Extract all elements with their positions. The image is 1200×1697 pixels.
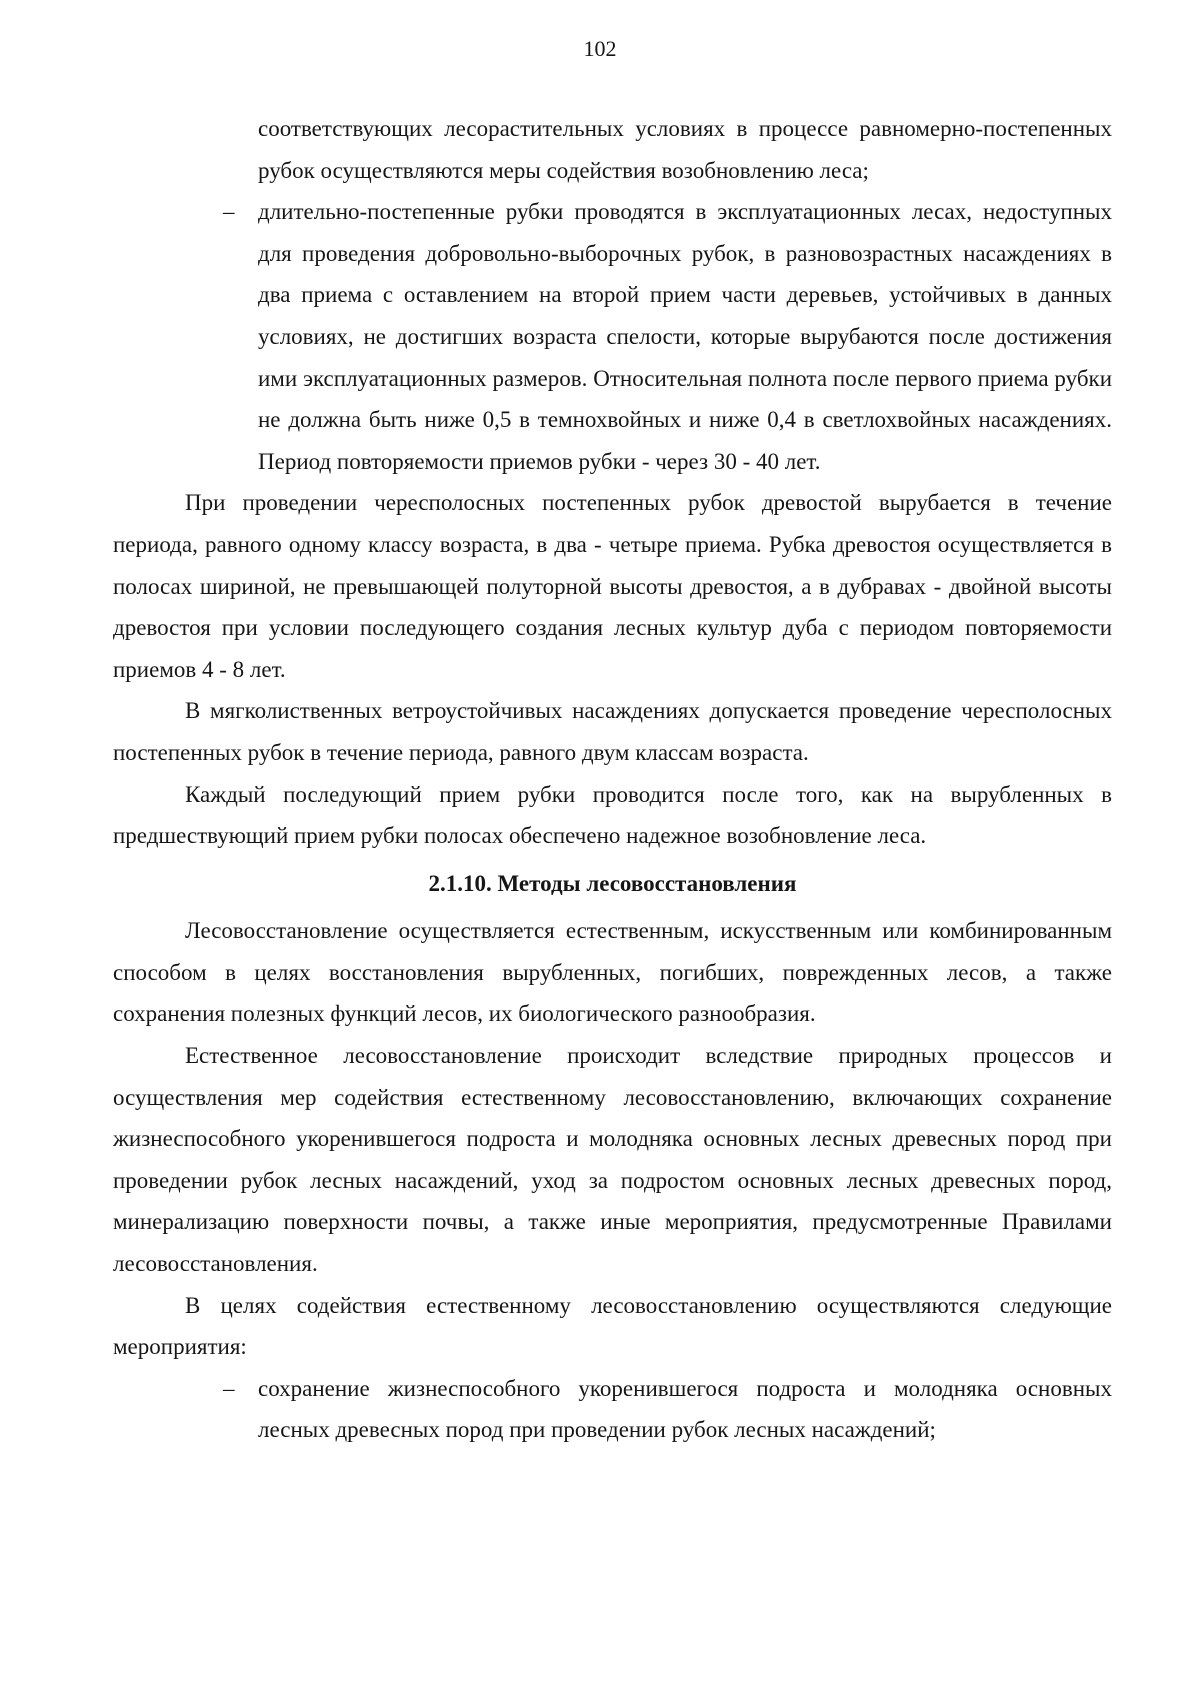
list-dash: – (223, 199, 235, 225)
paragraph: В мягколиственных ветроустойчивых насаждениях допускается проведение чересполосных постепенных рубок в течение периода, равного двум классам возраста. (113, 698, 1112, 765)
page-content (113, 108, 1112, 1451)
paragraph: Лесовосстановление осуществляется естественным, искусственным или комбинированным способом в целях восстановления вырубленных, погибших, поврежденных лесов, а также сохранения полезных функций лесов, их биологического разнообразия. (113, 918, 1112, 1027)
paragraph: Каждый последующий прием рубки проводится после того, как на вырубленных в предшествующий прием рубки полосах обеспечено надежное возобновление леса. (113, 781, 1112, 849)
list-item-continuation (113, 108, 1112, 191)
list-dash: – (223, 1375, 235, 1401)
paragraph: При проведении чересполосных постепенных рубок древостой вырубается в течение периода, равного одному классу возраста, в два - четыре приема. Рубка древостоя осуществляется в полосах шириной, не превышающей полуторной высоты древостоя, а в дубравах - двойной высоты древостоя при условии последующего создания лесных культур дуба с периодом повторяемости приемов 4 - 8 лет. (113, 490, 1112, 682)
list-item-text: сохранение жизнеспособного укоренившегося подроста и молодняка основных лесных древесных пород при проведении рубок лесных насаждений; (258, 1375, 1112, 1443)
page-number: 102 (583, 36, 617, 61)
list-item (113, 1368, 1112, 1451)
section-heading: 2.1.10. Методы лесовосстановления (428, 870, 797, 896)
paragraph: Естественное лесовосстановление происходит вследствие природных процессов и осуществления мер содействия естественному лесовосстановлению, включающих сохранение жизнеспособного укоренившегося подроста и молодняка основных лесных древесных пород при проведении рубок лесных насаждений, уход за подростом основных лесных древесных пород, минерализацию поверхности почвы, а также иные мероприятия, предусмотренные Правилами лесовосстановления. (113, 1043, 1112, 1277)
list-item (113, 191, 1112, 482)
list-item-text: длительно-постепенные рубки проводятся в эксплуатационных лесах, недоступных для проведения добровольно-выборочных рубок, в разновозрастных насаждениях в два приема с оставлением на второй прием части деревьев, устойчивых в данных условиях, не достигших возраста спелости, которые вырубаются после достижения ими эксплуатационных размеров. Относительная полнота после первого приема рубки не должна быть ниже 0,5 в темнохвойных и ниже 0,4 в светлохвойных насаждениях. Период повторяемости приемов рубки - через 30 - 40 лет. (258, 199, 1112, 474)
paragraph: В целях содействия естественному лесовосстановлению осуществляются следующие мероприятия: (113, 1292, 1112, 1360)
list-item-text: соответствующих лесорастительных условиях в процессе равномерно-постепенных рубок осуществляются меры содействия возобновлению леса; (258, 116, 1112, 183)
